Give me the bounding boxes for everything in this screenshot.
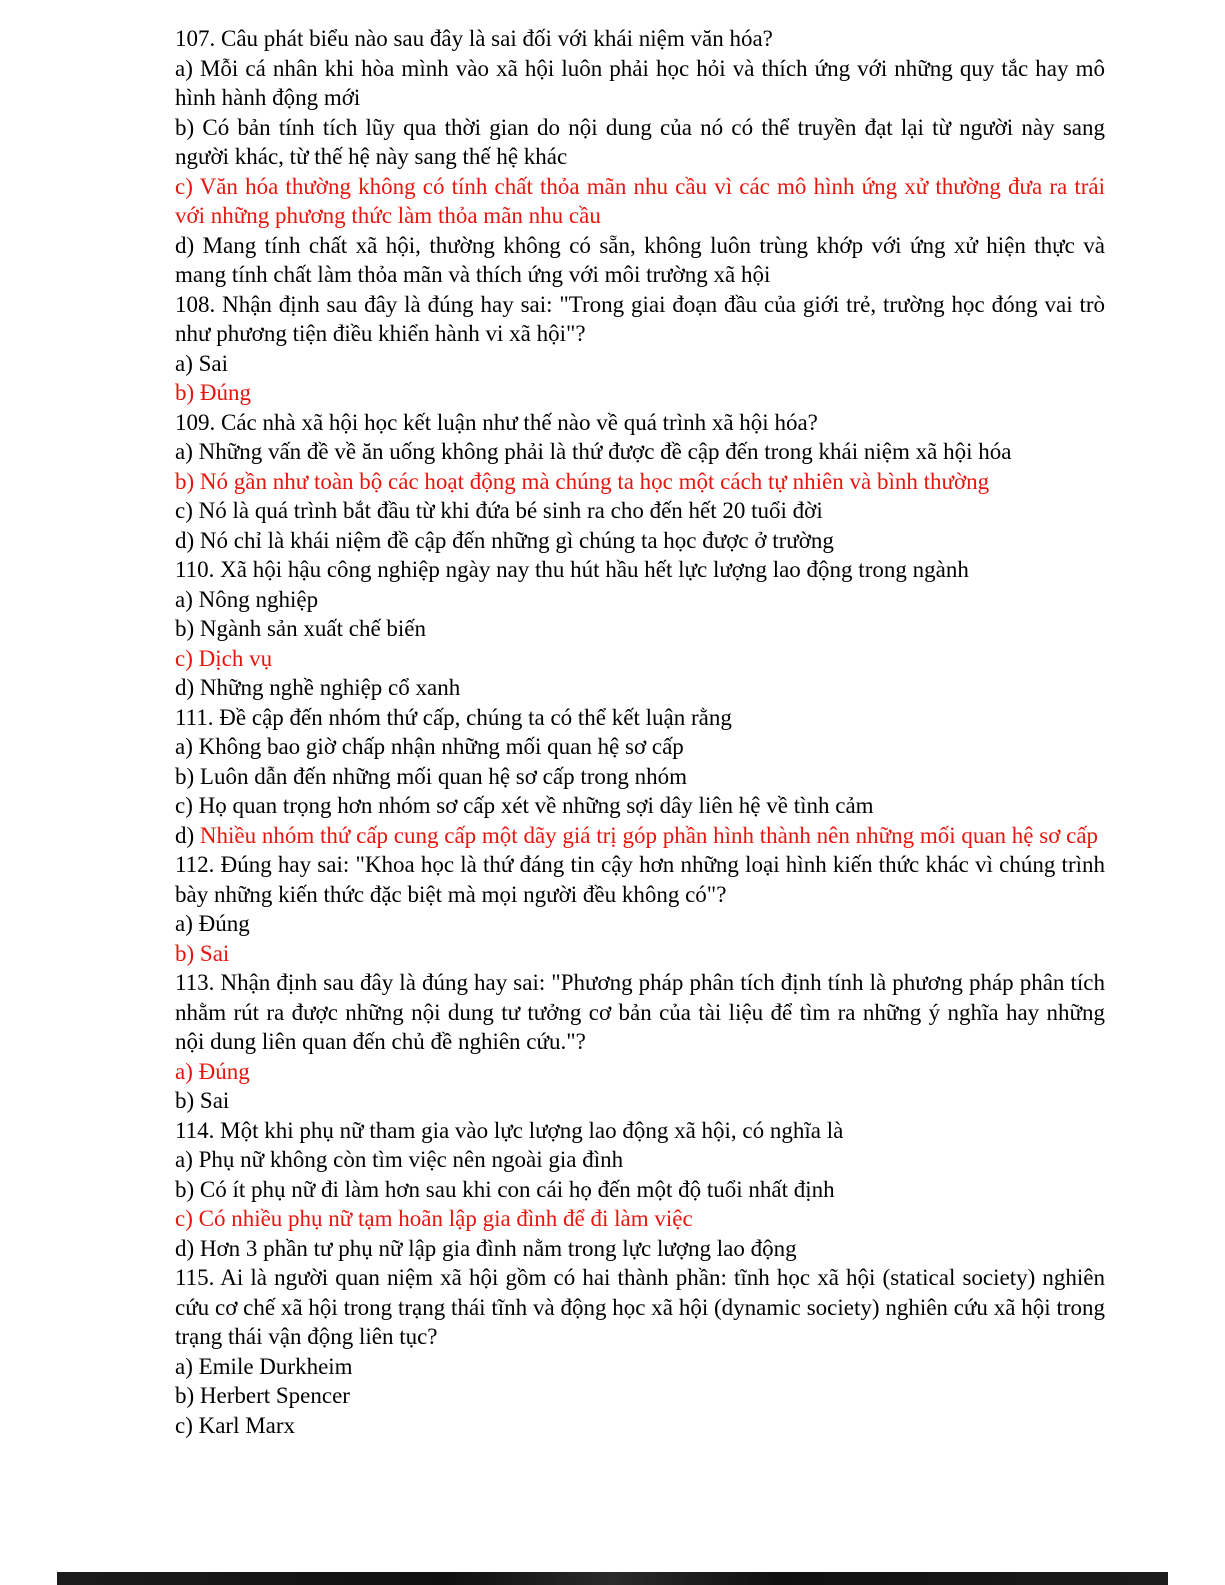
answer-option: d) Những nghề nghiệp cổ xanh	[175, 675, 461, 700]
answer-option: c) Nó là quá trình bắt đầu từ khi đứa bé sinh ra cho đến hết 20 tuổi đời	[175, 498, 823, 523]
answer-option: a) Đúng	[175, 1058, 250, 1084]
answer-option: b) Sai	[175, 1088, 230, 1113]
answer-option: a) Những vấn đề về ăn uống không phải là thứ được đề cập đến trong khái niệm xã hội hóa	[175, 439, 1012, 464]
answer-option: b) Đúng	[175, 380, 252, 405]
answer-option: a) Không bao giờ chấp nhận những mối quan hệ sơ cấp	[175, 734, 684, 759]
answer-option: b) Sai	[175, 940, 230, 966]
answer-option: d) Nó chỉ là khái niệm đề cập đến những gì chúng ta học được ở trường	[175, 527, 834, 553]
question-text: 114. Một khi phụ nữ tham gia vào lực lượng lao động xã hội, có nghĩa là	[175, 1117, 844, 1143]
answer-option: b) Ngành sản xuất chế biến	[175, 616, 427, 641]
answer-option: d) Hơn 3 phần tư phụ nữ lập gia đình nằm trong lực lượng lao động	[175, 1235, 797, 1261]
answer-option: a) Phụ nữ không còn tìm việc nên ngoài gia đình	[175, 1147, 624, 1172]
answer-option: d) Mang tính chất xã hội, thường không có sẵn, không luôn trùng khớp với ứng xử hiện thực và mang tính chất làm thỏa mãn và thích ứng với môi trường xã hội	[175, 232, 1105, 287]
question-text: 109. Các nhà xã hội học kết luận như thế nào về quá trình xã hội hóa?	[175, 409, 818, 435]
answer-option: a) Mỗi cá nhân khi hòa mình vào xã hội luôn phải học hỏi và thích ứng với những quy tắc hay mô hình hành động mới	[175, 55, 1105, 110]
question-text: 111. Đề cập đến nhóm thứ cấp, chúng ta có thể kết luận rằng	[175, 704, 732, 730]
bottom-bar	[57, 1572, 1168, 1585]
answer-option: a) Emile Durkheim	[175, 1353, 353, 1379]
question-text: 107. Câu phát biểu nào sau đây là sai đối với khái niệm văn hóa?	[175, 26, 773, 51]
question-text: 108. Nhận định sau đây là đúng hay sai: "Trong giai đoạn đầu của giới trẻ, trường học đóng vai trò như phương tiện điều khiển hành vi xã hội"?	[175, 291, 1105, 346]
answer-option: c) Có nhiều phụ nữ tạm hoãn lập gia đình để đi làm việc	[175, 1206, 693, 1231]
question-text: 113. Nhận định sau đây là đúng hay sai: "Phương pháp phân tích định tính là phương pháp phân tích nhằm rút ra được những nội dung tư tưởng cơ bản của tài liệu để tìm ra những ý nghĩa hay những nội dung liên quan đến chủ đề nghiên cứu."?	[175, 970, 1105, 1054]
answer-option: b) Có bản tính tích lũy qua thời gian do nội dung của nó có thể truyền đạt lại từ người này sang người khác, từ thế hệ này sang thế hệ khác	[175, 114, 1105, 169]
option-label: d)	[175, 822, 200, 848]
answer-option: c) Văn hóa thường không có tính chất thỏa mãn nhu cầu vì các mô hình ứng xử thường đưa ra trái với những phương thức làm thỏa mãn nhu cầu	[175, 173, 1105, 228]
answer-option: c) Karl Marx	[175, 1412, 296, 1438]
option-text: Nhiều nhóm thứ cấp cung cấp một dãy giá trị góp phần hình thành nên những mối quan hệ sơ cấp	[199, 822, 1099, 848]
question-text: 115. Ai là người quan niệm xã hội gồm có hai thành phần: tĩnh học xã hội (statical society) nghiên cứu cơ chế xã hội trong trạng thái tĩnh và động học xã hội (dynamic society) nghiên cứu xã hội trong trạng thái vận động liên tục?	[175, 1265, 1105, 1349]
answer-option: b) Có ít phụ nữ đi làm hơn sau khi con cái họ đến một độ tuổi nhất định	[175, 1176, 835, 1202]
answer-option: a) Sai	[175, 350, 229, 376]
answer-option: a) Đúng	[175, 911, 250, 936]
answer-option: b) Herbert Spencer	[175, 1383, 350, 1408]
answer-option: b) Luôn dẫn đến những mối quan hệ sơ cấp trong nhóm	[175, 763, 688, 789]
answer-option: b) Nó gần như toàn bộ các hoạt động mà chúng ta học một cách tự nhiên và bình thường	[175, 468, 990, 494]
question-text: 112. Đúng hay sai: "Khoa học là thứ đáng tin cậy hơn những loại hình kiến thức khác vì chúng trình bày những kiến thức đặc biệt mà mọi người đều không có"?	[175, 852, 1105, 907]
document-content	[175, 24, 1105, 1440]
answer-option: a) Nông nghiệp	[175, 586, 319, 612]
question-text: 110. Xã hội hậu công nghiệp ngày nay thu hút hầu hết lực lượng lao động trong ngành	[175, 557, 969, 582]
answer-option: c) Dịch vụ	[175, 645, 273, 671]
answer-option	[175, 821, 1105, 851]
answer-option: c) Họ quan trọng hơn nhóm sơ cấp xét về những sợi dây liên hệ về tình cảm	[175, 793, 874, 818]
